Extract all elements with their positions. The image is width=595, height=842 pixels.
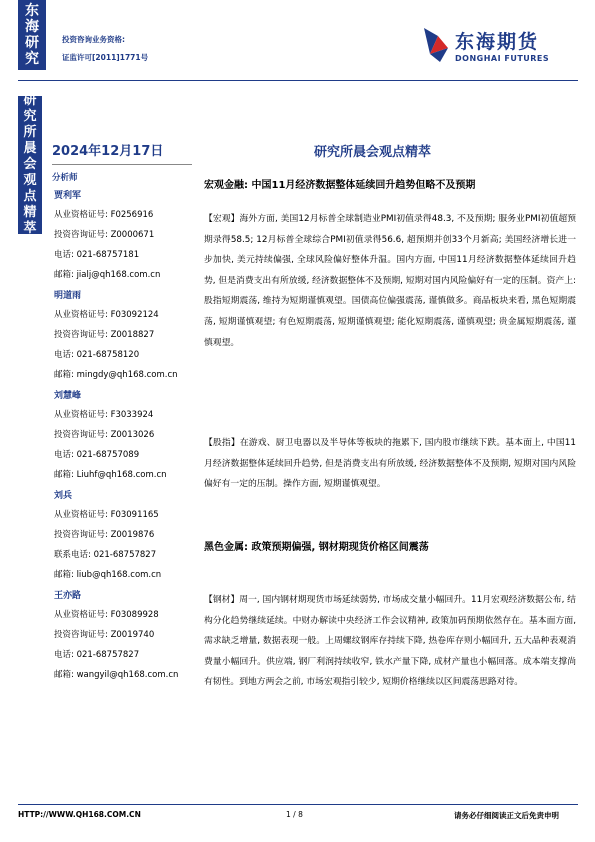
footer-page-number: 1 / 8 [286,810,303,819]
paragraph-tag: 【钢材】 [204,595,240,605]
side-tab-top-char: 东 [25,3,39,19]
logo-text-cn: 东海期货 [455,31,540,53]
page-title: 研究所晨会观点精萃 [314,145,432,160]
paragraph-text: 在游戏、厨卫电器以及半导体等板块的拖累下, 国内股市继续下跌。基本面上, 中国11月经济数据整体延续回升趋势, 但是消费支出有所放缓, 经济数据整体不及预期, 短期对国内风险偏好有一定的压制。操作方面, 短期谨慎观望。 [204,438,576,490]
side-tab-main-char: 究 [23,109,37,124]
side-tab-main [18,93,42,236]
side-tab-main-char: 萃 [23,221,37,236]
analyst-line: 投资咨询证号: Z0000671 [54,230,155,240]
analyst-line: 投资咨询证号: Z0018827 [54,330,155,340]
logo-text-en: DONGHAI FUTURES [455,54,550,63]
left-column-rule [52,164,192,165]
analysts-label: 分析师 [52,173,78,183]
analyst-line: 从业资格证号: F03091165 [54,510,159,520]
paragraph-index [204,433,576,495]
footer-disclaimer: 请务必仔细阅读正文后免责申明 [454,811,559,820]
analyst-line: 投资咨询证号: Z0013026 [54,430,155,440]
analyst-line: 电话: 021-68757089 [54,450,140,460]
analyst-name: 王亦路 [54,591,82,601]
analyst-email-link[interactable]: 邮箱: wangyil@qh168.com.cn [54,670,179,680]
header-rule [18,80,578,81]
analyst-email-link[interactable]: 邮箱: jialj@qh168.com.cn [54,270,161,280]
report-date: 2024年12月17日 [52,144,164,159]
analyst-email-link[interactable]: 邮箱: liub@qh168.com.cn [54,570,162,580]
paragraph-text: 海外方面, 美国12月标普全球制造业PMI初值录得48.3, 不及预期; 服务业PMI初值超预期录得58.5; 12月标普全球综合PMI初值录得56.6, 超预期并创33个月新高; 美国经济增长进一步加快, 美元持续偏强, 全球风险偏好整体升温。国内方面, 中国11月经济数据整体延续回升趋势, 但是消费支出有所放缓, 经济数据整体不及预期, 短期对国内风险偏好有一定的压制。资产上: 股指短期震荡, 维持为短期谨慎观望。国债高位偏强震荡, 谨慎做多。商品板块来看, 黑色短期震荡, 短期谨慎观望; 有色短期震荡, 短期谨慎观望; 能化短期震荡, 谨慎观望; 贵金属短期震荡, 谨慎观望。 [204,214,576,348]
side-tab-main-char: 研 [23,93,37,108]
analyst-line: 投资咨询证号: Z0019876 [54,530,155,540]
side-tab-top-char: 海 [25,19,39,35]
analyst-line: 投资咨询证号: Z0019740 [54,630,155,640]
section-heading-macro: 宏观金融: 中国11月经济数据整体延续回升趋势但略不及预期 [204,180,476,191]
paragraph-tag: 【股指】 [204,438,240,448]
analyst-line: 从业资格证号: F0256916 [54,210,154,220]
side-tab-main-char: 晨 [23,141,37,156]
footer-rule [18,804,578,805]
side-tab-main-char: 观 [23,173,37,188]
analyst-name: 明道雨 [54,291,82,301]
analyst-line: 联系电话: 021-68757827 [54,550,157,560]
side-tab-main-char: 点 [23,189,37,204]
analyst-line: 从业资格证号: F03089928 [54,610,159,620]
analyst-name: 刘慧峰 [54,391,82,401]
analyst-line: 从业资格证号: F03092124 [54,310,159,320]
side-tab-main-char: 会 [23,157,37,172]
footer-url-link[interactable]: HTTP://WWW.QH168.COM.CN [18,810,141,819]
analyst-name: 贾利军 [54,191,82,201]
paragraph-macro [204,209,576,353]
paragraph-tag: 【宏观】 [204,214,240,224]
paragraph-text: 周一, 国内钢材期现货市场延续弱势, 市场成交量小幅回升。11月宏观经济数据公布, 结构分化趋势继续延续。中财办解读中央经济工作会议精神, 政策加码预期依然存在。基本面方面, 需求缺乏增量, 数据表现一般。上周螺纹钢库存持续下降, 热卷库存则小幅回升, 五大品种表观消费量小幅回升。供应端, 钢厂利润持续收窄, 铁水产量下降, 成材产量也小幅回落。成本端支撑尚有韧性。到地方两会之前, 市场宏观指引较少, 短期价格继续以区间震荡思路对待。 [204,595,576,688]
side-tab-top [18,0,46,70]
license-line-1: 投资咨询业务资格: [62,35,125,44]
side-tab-main-char: 所 [23,125,37,140]
license-line-2: 证监许可[2011]1771号 [62,53,149,62]
analyst-line: 电话: 021-68758120 [54,350,140,360]
analyst-line: 电话: 021-68757181 [54,250,140,260]
side-tab-main-char: 精 [23,205,37,220]
analyst-name: 刘兵 [54,491,73,501]
analyst-line: 从业资格证号: F3033924 [54,410,154,420]
analyst-email-link[interactable]: 邮箱: Liuhf@qh168.com.cn [54,470,167,480]
side-tab-top-char: 研 [25,35,39,51]
section-heading-ferrous: 黑色金属: 政策预期偏强, 钢材期现货价格区间震荡 [204,542,429,553]
logo-mark-icon [418,24,452,64]
analyst-email-link[interactable]: 邮箱: mingdy@qh168.com.cn [54,370,178,380]
side-tab-top-char: 究 [25,51,39,67]
paragraph-steel [204,590,576,693]
analyst-line: 电话: 021-68757827 [54,650,140,660]
